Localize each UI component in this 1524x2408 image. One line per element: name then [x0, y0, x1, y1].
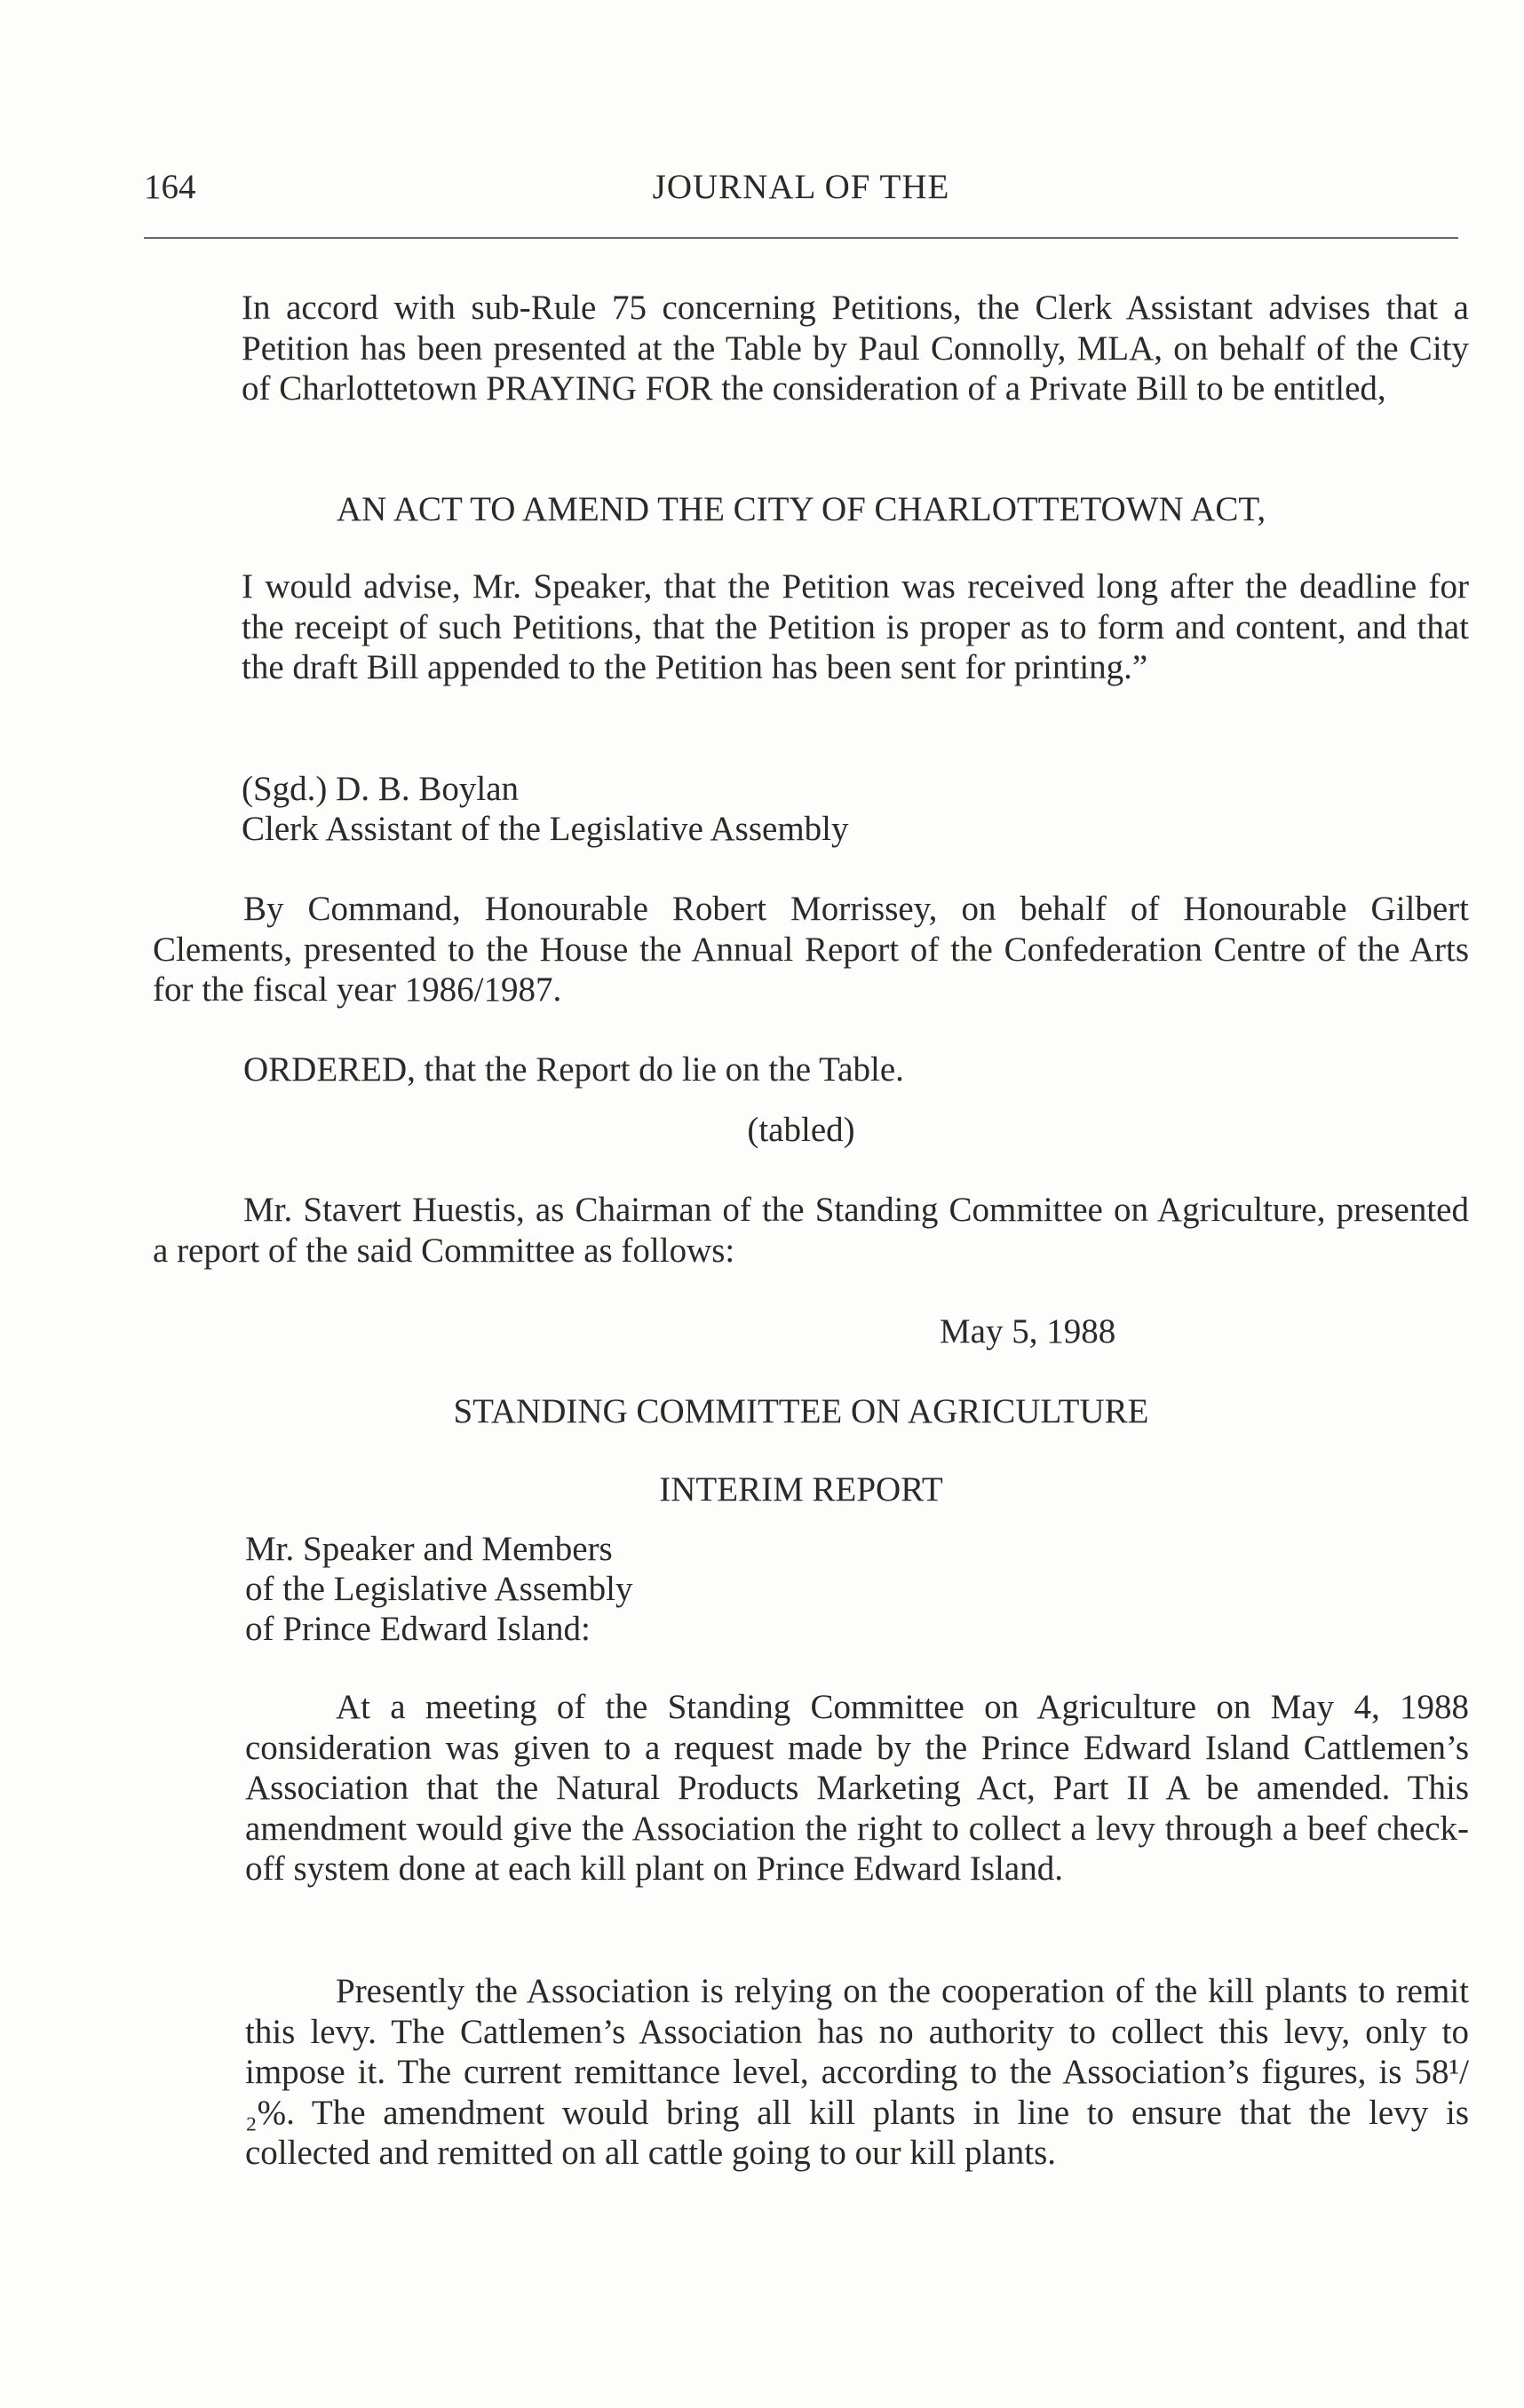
committee-heading: STANDING COMMITTEE ON AGRICULTURE — [453, 1392, 1149, 1430]
header-rule — [144, 237, 1458, 239]
salutation-line-3: of Prince Edward Island: — [245, 1610, 591, 1648]
command-paragraph: By Command, Honourable Robert Morrissey, on behalf of Honourable Gilbert Clements, presented to the House the Annual Report of the Confederation Centre of the Arts for the fiscal year 1986/1987. — [153, 890, 1469, 1009]
advise-paragraph: I would advise, Mr. Speaker, that the Petition was received long after the deadline for the receipt of such Petitions, that the Petition is proper as to form and content, and that the draft Bill appended to the Petition has been sent for printing.” — [242, 567, 1469, 686]
signature-title: Clerk Assistant of the Legislative Assembly — [242, 810, 849, 848]
salutation-line-2: of the Legislative Assembly — [245, 1570, 633, 1608]
salutation-line-1: Mr. Speaker and Members — [245, 1530, 613, 1568]
huestis-paragraph: Mr. Stavert Huestis, as Chairman of the Standing Committee on Agriculture, presented a report of the said Committee as follows: — [153, 1191, 1469, 1270]
page-number: 164 — [144, 168, 196, 206]
meeting-paragraph: At a meeting of the Standing Committee on Agriculture on May 4, 1988 consideration was given to a request made by the Prince Edward Island Cattlemen’s Association that the Natural Products Marketing Act, Part II A be amended. This amendment would give the Association the right to collect a levy through a beef check-off system done at each kill plant on Prince Edward Island. — [245, 1688, 1469, 1888]
ordered-line: ORDERED, that the Report do lie on the Table. — [243, 1050, 904, 1089]
petition-paragraph: In accord with sub-Rule 75 concerning Petitions, the Clerk Assistant advises that a Petition has been presented at the Table by Paul Connolly, MLA, on behalf of the City of Charlottetown PRAYING FOR the consideration of a Private Bill to be entitled, — [242, 289, 1469, 408]
report-heading: INTERIM REPORT — [659, 1470, 943, 1509]
page-header — [144, 167, 1458, 215]
presently-paragraph: Presently the Association is relying on the cooperation of the kill plants to remit this levy. The Cattlemen’s Association has no authority to collect this levy, only to impose it. The current remittance level, according to the Association’s figures, is 58¹/₂%. The amendment would bring all kill plants in line to ensure that the levy is collected and remitted on all cattle going to our kill plants. — [245, 1972, 1469, 2172]
running-head: JOURNAL OF THE — [652, 168, 950, 206]
act-title: AN ACT TO AMEND THE CITY OF CHARLOTTETOWN ACT, — [336, 490, 1266, 528]
tabled-note: (tabled) — [747, 1111, 855, 1149]
signature-name: (Sgd.) D. B. Boylan — [242, 770, 519, 808]
report-date: May 5, 1988 — [940, 1312, 1116, 1351]
